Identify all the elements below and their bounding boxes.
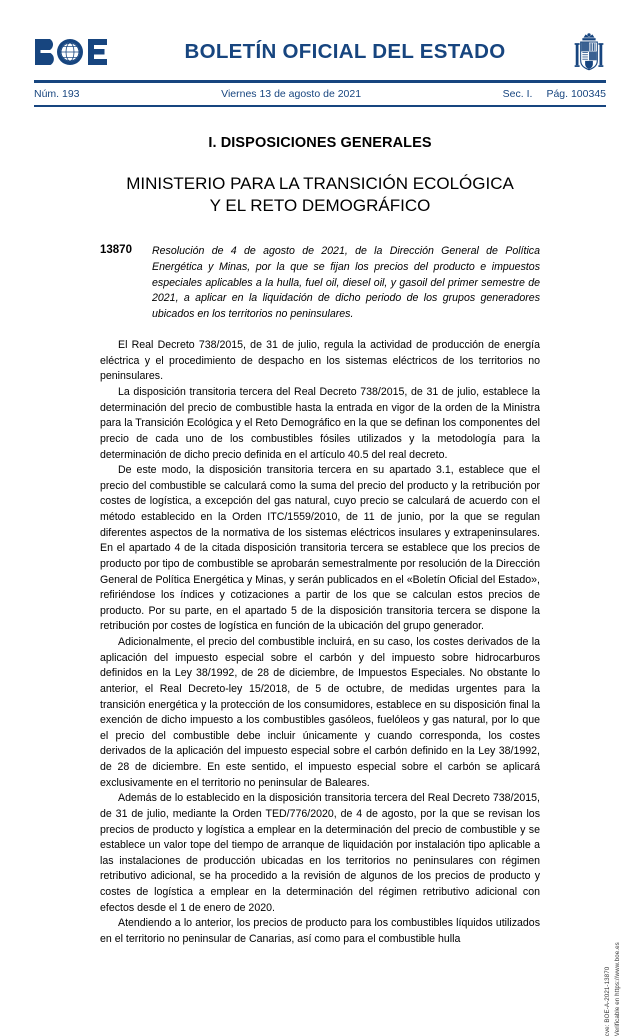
page-label: Pág. 100345 [546, 88, 606, 100]
entry-number: 13870 [100, 244, 132, 257]
document-content [100, 244, 540, 947]
paragraph: El Real Decreto 738/2015, de 31 de julio, regula la actividad de producción de energía eléctrica y el procedimiento de despacho en los sistemas eléctricos de los territorios no peninsulares. [100, 339, 540, 383]
section-heading: I. DISPOSICIONES GENERALES [208, 134, 432, 151]
masthead [34, 26, 606, 78]
cve-sidebar [603, 876, 622, 1036]
ministry-line-1: MINISTERIO PARA LA TRANSICIÓN ECOLÓGICA [126, 173, 514, 193]
header-bar [34, 83, 606, 105]
spain-coat-of-arms-icon [572, 31, 606, 73]
body-text [100, 338, 540, 947]
paragraph: Atendiendo a lo anterior, los precios de producto para los combustibles líquidos utilizados en el territorio no peninsular de Canarias, así como para el combustible hulla [100, 917, 540, 945]
entry-header [100, 244, 540, 322]
entry-summary: Resolución de 4 de agosto de 2021, de la Dirección General de Política Energética y Minas, por la que se fijan los precios del producto e impuestos especiales aplicables a la hulla, fuel oil, diesel oil, y gasoil del primer semestre de 2021, a aplicar en la liquidación de dicho periodo de los grupos generadores ubicados en los territorios no peninsulares. [152, 245, 540, 320]
masthead-title: BOLETÍN OFICIAL DEL ESTADO [184, 40, 506, 63]
issue-number: Núm. 193 [34, 88, 80, 100]
boe-logo [34, 37, 108, 67]
section-label: Sec. I. [502, 88, 533, 100]
paragraph: De este modo, la disposición transitoria tercera en su apartado 3.1, establece que el precio del combustible se calculará como la suma del precio del producto y la retribución por costes de logística, a excepción del gas natural, cuyo precio se calculará de acuerdo con el método establecido en la Orden ITC/1559/2010, de 11 de junio, por la que se regulan diferentes aspectos de la normativa de los sistemas eléctricos insulares y extrapeninsulares. En el apartado 4 de la citada disposición transitoria tercera se establece que los precios de producto por tipo de combustible se aprobarán semestralmente por resolución de la Dirección General de Política Energética y Minas, y serán publicados en el «Boletín Oficial del Estado», refiriéndose los índices y cotizaciones a partir de los que se calculan estos precios de producto. Por su parte, en el apartado 5 de la disposición transitoria tercera se dispone la retribución por costes de logística en función de la ubicación del grupo generador. [100, 464, 540, 633]
cve-code: cve: BOE-A-2021-13870 [603, 966, 611, 1036]
ministry-heading [0, 173, 640, 219]
boe-document-page [0, 26, 640, 1036]
paragraph: La disposición transitoria tercera del Real Decreto 738/2015, de 31 de julio, establece la determinación del precio de combustible hasta la entrada en vigor de la orden de la Ministra para la Transición Ecológica y el Reto Demográfico en la que se definan los componentes del precio de cada uno de los combustibles fósiles utilizados y la metodología para la determinación de dicho precio definida en el artículo 40.5 del real decreto. [100, 386, 540, 461]
paragraph: Además de lo establecido en la disposición transitoria tercera del Real Decreto 738/2015, de 31 de julio, mediante la Orden TED/776/2020, de 4 de agosto, por la que se revisan los precios de producto y logística a emplear en la determinación del precio de combustible y se establece un valor tope del tiempo de arranque de liquidación por instalación tipo aplicable a las instalaciones de producción ubicadas en los territorios no peninsulares con régimen retributivo adicional, se ha procedido a la revisión de algunos de los precios de producto y costes de logística a emplear en la determinación del régimen retributivo adicional con efectos desde el 1 de enero de 2020. [100, 792, 540, 914]
cve-verify-url: Verificable en https://www.boe.es [613, 941, 621, 1036]
section-and-page [503, 88, 606, 100]
issue-date: Viernes 13 de agosto de 2021 [221, 88, 362, 100]
header-bottom-rule [34, 105, 606, 107]
ministry-line-2: Y EL RETO DEMOGRÁFICO [209, 196, 431, 216]
paragraph: Adicionalmente, el precio del combustible incluirá, en su caso, los costes derivados de la aplicación del impuesto especial sobre el carbón y del impuesto sobre hidrocarburos definidos en la Ley 38/1992, de 28 de diciembre, de Impuestos Especiales. No obstante lo anterior, el Real Decreto-ley 15/2018, de 5 de octubre, de medidas urgentes para la transición energética y la protección de los consumidores, establece en su disposición final la exención de dicho impuesto a los combustibles gasóleos, fuelóleos y gas natural, por lo que el precio del combustible debe incluir únicamente y cuando corresponda, los costes derivados de la aplicación del impuesto especial sobre el carbón definido en la Ley 38/1992, de 28 de diciembre. En este sentido, el impuesto especial sobre el carbón se aplicará exclusivamente en el territorio no peninsular de Baleares. [100, 636, 540, 789]
